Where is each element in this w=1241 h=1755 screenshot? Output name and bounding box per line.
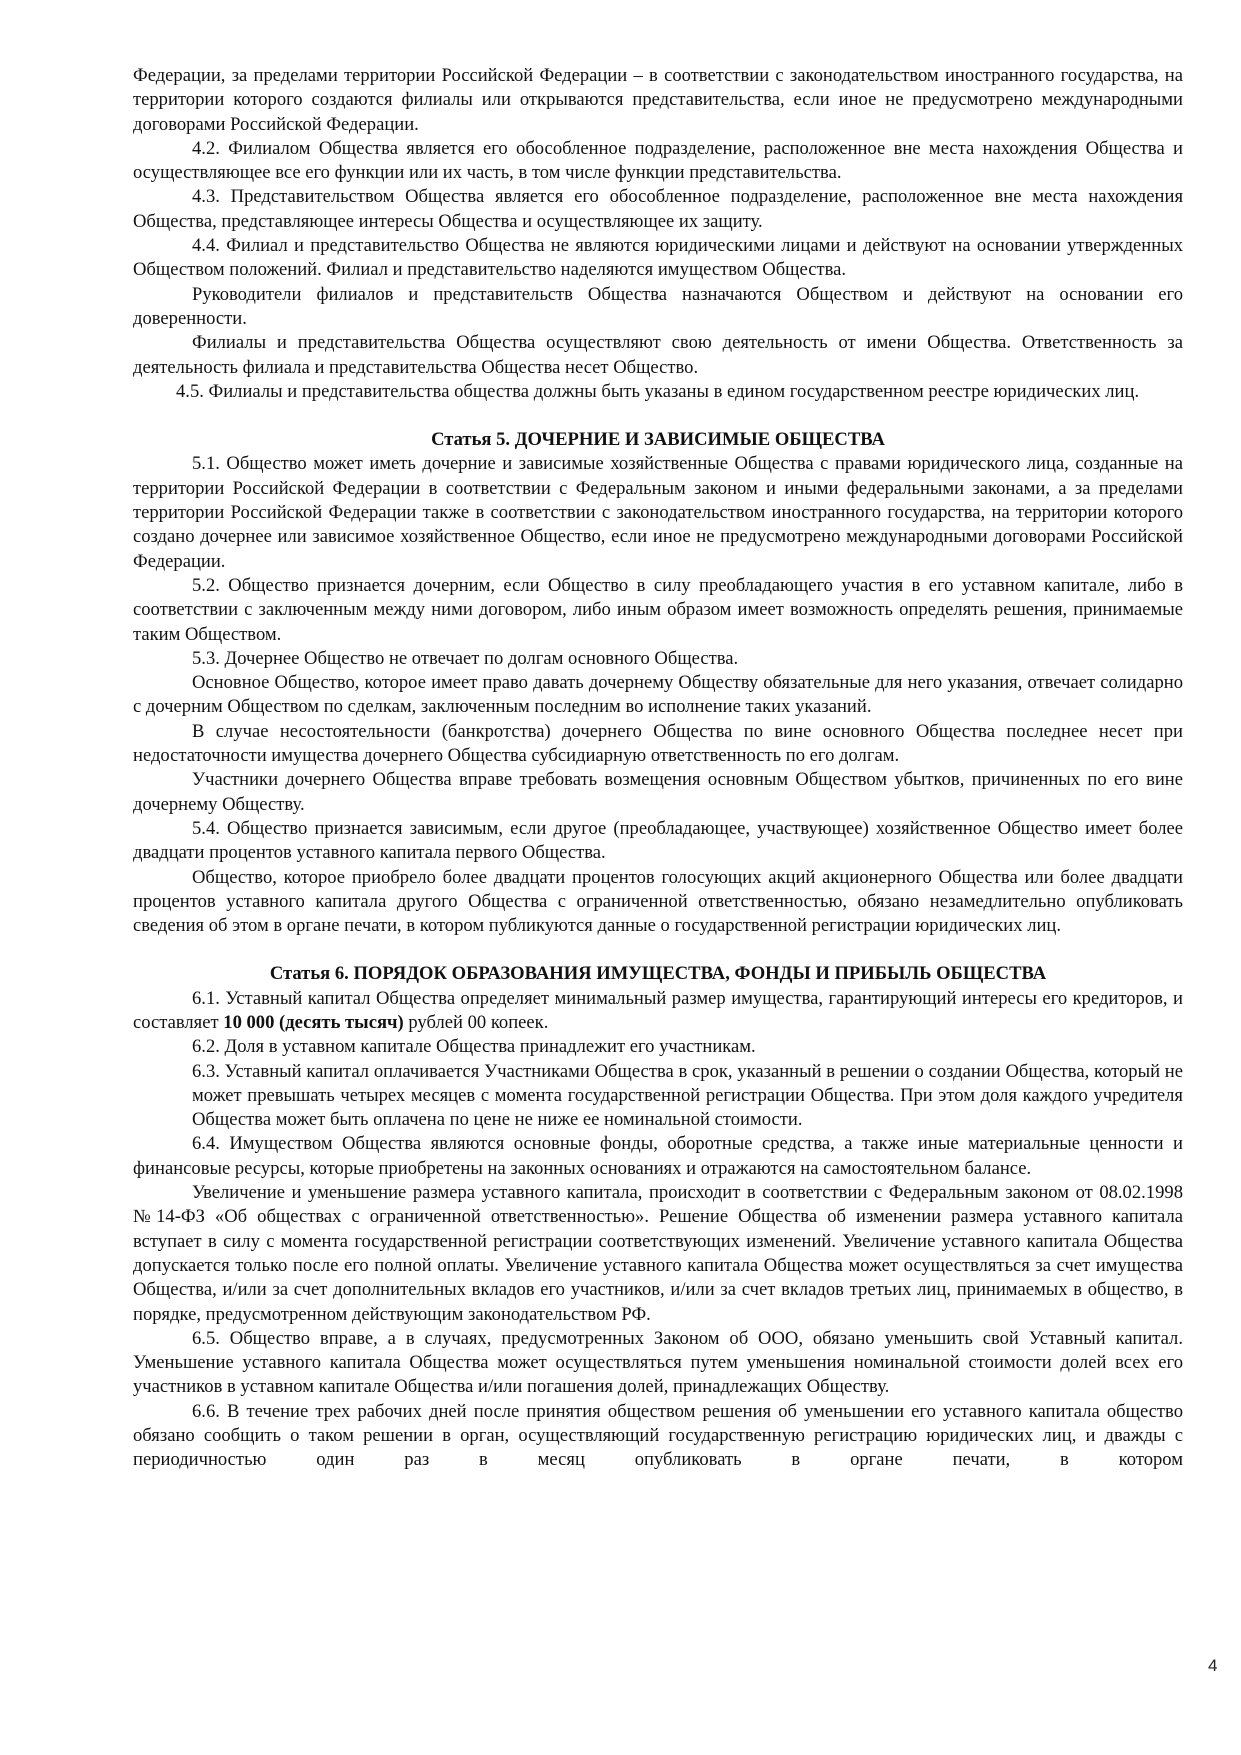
paragraph-6-1-text: 6.1. Уставный капитал Общества определяет минимальный размер имущества, гарантирующий интересы его кредиторов, и составляет: [133, 987, 1183, 1033]
paragraph-5-2: 5.2. Общество признается дочерним, если Общество в силу преобладающего участия в его уставном капитале, либо в соответствии с заключенным между ними договором, либо иным образом имеет возможность определять решения, принимаемые таким Обществом.: [133, 574, 1183, 645]
article-6-heading: Статья 6. ПОРЯДОК ОБРАЗОВАНИЯ ИМУЩЕСТВА, ФОНДЫ И ПРИБЫЛЬ ОБЩЕСТВА: [269, 963, 1047, 985]
paragraph-4-1-continuation: Федерации, за пределами территории Российской Федерации – в соответствии с законодательством иностранного государства, на территории которого создаются филиалы или открываются представительства, если иное не предусмотрено международными договорами Российской Федерации.: [133, 65, 1183, 135]
capital-amount: 10 000 (десять тысяч): [223, 1011, 404, 1033]
spacer: [133, 404, 1183, 428]
paragraph-4-2: 4.2. Филиалом Общества является его обособленное подразделение, расположенное вне места нахождения Общества и осуществляющее все его функции или их часть, в том числе функции представительства.: [133, 137, 1183, 184]
paragraph-4-3: 4.3. Представительством Общества является его обособленное подразделение, расположенное вне места нахождения Общества, представляющее интересы Общества и осуществляющее их защиту.: [133, 186, 1183, 232]
paragraph-5-3: 5.3. Дочернее Общество не отвечает по долгам основного Общества.: [192, 647, 739, 669]
paragraph-main-company: Основное Общество, которое имеет право давать дочернему Обществу обязательные для него указания, отвечает солидарно с дочерним Обществом по сделкам, заключенным последним во исполнение таких указаний.: [133, 672, 1183, 718]
paragraph-branch-heads: Руководители филиалов и представительств Общества назначаются Обществом и действуют на основании его доверенности.: [133, 283, 1183, 329]
paragraph-6-1-suffix: рублей 00 копеек.: [403, 1011, 549, 1033]
paragraph-5-1: 5.1. Общество может иметь дочерние и зависимые хозяйственные Общества с правами юридического лица, созданные на территории Российской Федерации в соответствии с Федеральным законом и иными федеральными законами, а за пределами территории Российской Федерации также в соответствии с законодательством иностранного государства, на территории которого создано дочернее или зависимое хозяйственное Общество, если иное не предусмотрено международными договорами Российской Федерации.: [133, 453, 1183, 572]
paragraph-5-4: 5.4. Общество признается зависимым, если другое (преобладающее, участвующее) хозяйственное Общество имеет более двадцати процентов уставного капитала первого Общества.: [133, 817, 1183, 864]
article-5: [133, 428, 1183, 938]
spacer: [133, 938, 1183, 962]
paragraph-6-3: 6.3. Уставный капитал оплачивается Участниками Общества в срок, указанный в решении о создании Общества, который не может превышать четырех месяцев с момента государственной регистрации Общества. При этом доля каждого учредителя Общества может быть оплачена по цене не ниже ее номинальной стоимости.: [192, 1060, 1183, 1131]
paragraph-6-4: 6.4. Имуществом Общества являются основные фонды, оборотные средства, а также иные материальные ценности и финансовые ресурсы, которые приобретены на законных основаниях и отражаются на самостоятельном балансе.: [133, 1133, 1183, 1179]
paragraph-4-4: 4.4. Филиал и представительство Общества не являются юридическими лицами и действуют на основании утвержденных Обществом положений. Филиал и представительство наделяются имуществом Общества.: [133, 235, 1183, 281]
section-4-tail: [133, 64, 1183, 404]
paragraph-6-2: 6.2. Доля в уставном капитале Общества принадлежит его участникам.: [192, 1036, 756, 1058]
paragraph-acquired-shares: Общество, которое приобрело более двадцати процентов голосующих акций акционерного Общества или более двадцати процентов уставного капитала другого Общества с ограниченной ответственностью, обязано незамедлительно опубликовать сведения об этом в органе печати, в котором публикуются данные о государственной регистрации юридических лиц.: [133, 866, 1183, 937]
paragraph-6-5: 6.5. Общество вправе, а в случаях, предусмотренных Законом об ООО, обязано уменьшить свой Уставный капитал. Уменьшение уставного капитала Общества может осуществляться путем уменьшения номинальной стоимости долей всех его участников в уставном капитале Общества и/или погашения долей, принадлежащих Обществу.: [133, 1327, 1183, 1398]
paragraph-4-5: 4.5. Филиалы и представительства общества должны быть указаны в едином государственном реестре юридических лиц.: [176, 380, 1140, 402]
document-page: [133, 64, 1183, 1473]
paragraph-branch-activity: Филиалы и представительства Общества осуществляют свою деятельность от имени Общества. Ответственность за деятельность филиала и представительства Общества несет Общество.: [133, 332, 1183, 378]
page-number: 4: [1208, 1656, 1218, 1675]
article-5-heading: Статья 5. ДОЧЕРНИЕ И ЗАВИСИМЫЕ ОБЩЕСТВА: [431, 429, 885, 451]
paragraph-insolvency: В случае несостоятельности (банкротства) дочернего Общества по вине основного Общества последнее несет при недостаточности имущества дочернего Общества субсидиарную ответственность по его долгам.: [133, 720, 1183, 767]
paragraph-participants: Участники дочернего Общества вправе требовать возмещения основным Обществом убытков, причиненных по его вине дочернему Обществу.: [133, 769, 1183, 815]
paragraph-6-1: [133, 987, 1183, 1036]
paragraph-6-6: 6.6. В течение трех рабочих дней после принятия обществом решения об уменьшении его уставного капитала общество обязано сообщить о таком решении в орган, осуществляющий государственную регистрацию юридических лиц, и дважды с периодичностью один раз в месяц опубликовать в органе печати, в котором: [133, 1400, 1183, 1471]
article-6: [133, 962, 1183, 1472]
paragraph-capital-change: Увеличение и уменьшение размера уставного капитала, происходит в соответствии с Федеральным законом от 08.02.1998 №14-ФЗ «Об обществах с ограниченной ответственностью». Решение Общества об изменении размера уставного капитала вступает в силу с момента государственной регистрации соответствующих изменений. Увеличение уставного капитала Общества допускается только после его полной оплаты. Увеличение уставного капитала Общества может осуществляться за счет имущества Общества, и/или за счет дополнительных вкладов его участников, и/или за счет вкладов третьих лиц, принимаемых в общество, в порядке, предусмотренном действующим законодательством РФ.: [133, 1182, 1183, 1325]
